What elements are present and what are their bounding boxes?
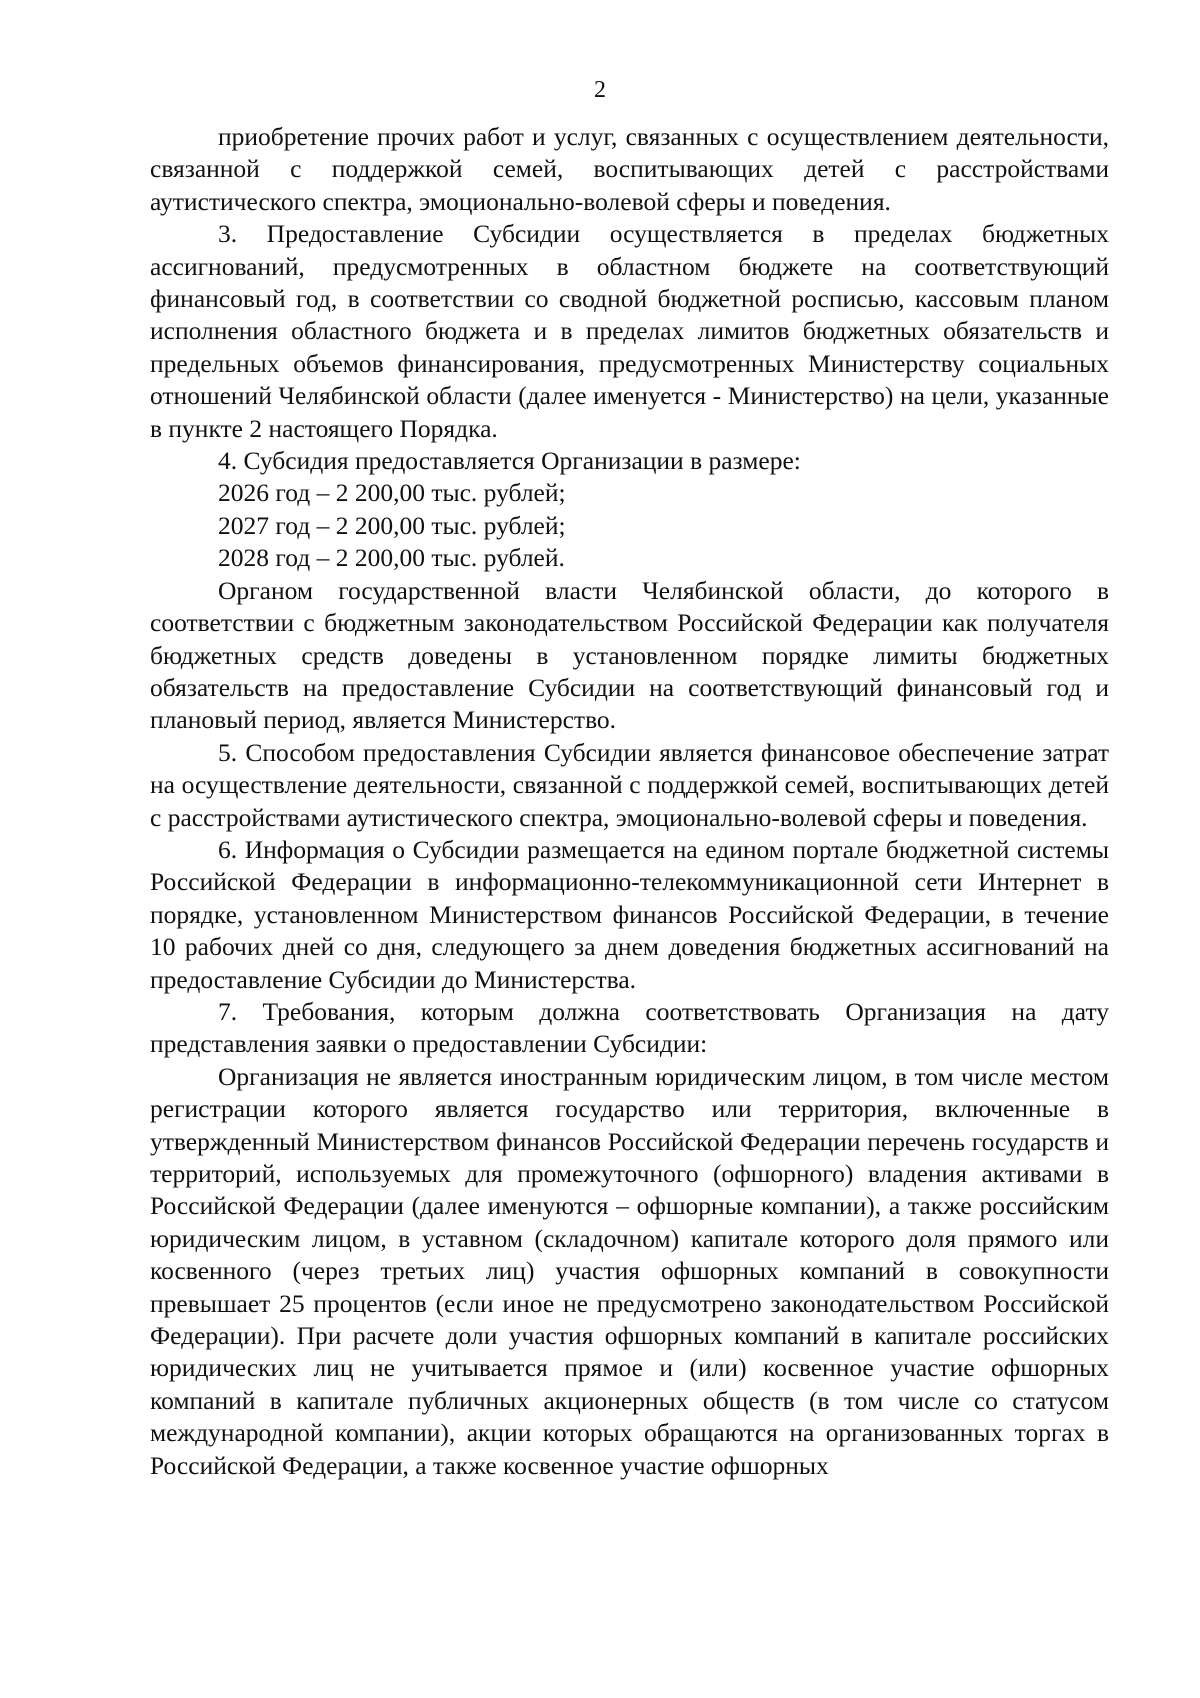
document-body <box>150 121 1109 1482</box>
page-number: 2 <box>594 77 606 103</box>
subsidy-amount-2026: 2026 год – 2 200,00 тыс. рублей; <box>218 478 566 508</box>
paragraph-clause-4: 4. Субсидия предоставляется Организации в размере: <box>218 446 801 476</box>
paragraph-authority: Органом государственной власти Челябинской области, до которого в соответствии с бюджетным законодательством Российской Федерации как получателя бюджетных средств доведены в установленном порядке лимиты бюджетных обязательств на предоставление Субсидии на соответствующий финансовый год и плановый период, является Министерство. <box>150 575 1109 735</box>
paragraph-clause-3: 3. Предоставление Субсидии осуществляется в пределах бюджетных ассигнований, предусмотренных в областном бюджете на соответствующий финансовый год, в соответствии со сводной бюджетной росписью, кассовым планом исполнения областного бюджета и в пределах лимитов бюджетных обязательств и предельных объемов финансирования, предусмотренных Министерству социальных отношений Челябинской области (далее именуется - Министерство) на цели, указанные в пункте 2 настоящего Порядка. <box>150 219 1109 443</box>
subsidy-amount-2028: 2028 год – 2 200,00 тыс. рублей. <box>218 543 565 573</box>
paragraph-offshore-requirement: Организация не является иностранным юридическим лицом, в том числе местом регистрации которого является государство или территория, включенные в утвержденный Министерством финансов Российской Федерации перечень государств и территорий, используемых для промежуточного (офшорного) владения активами в Российской Федерации (далее именуются – офшорные компании), а также российским юридическим лицом, в уставном (складочном) капитале которого доля прямого или косвенного (через третьих лиц) участия офшорных компаний в совокупности превышает 25 процентов (если иное не предусмотрено законодательством Российской Федерации). При расчете доли участия офшорных компаний в капитале российских юридических лиц не учитывается прямое и (или) косвенное участие офшорных компаний в капитале публичных акционерных обществ (в том числе со статусом международной компании), акции которых обращаются на организованных торгах в Российской Федерации, а также косвенное участие офшорных <box>150 1061 1109 1480</box>
paragraph-clause-6: 6. Информация о Субсидии размещается на едином портале бюджетной системы Российской Федерации в информационно-телекоммуникационной сети Интернет в порядке, установленном Министерством финансов Российской Федерации, в течение 10 рабочих дней со дня, следующего за днем доведения бюджетных ассигнований на предоставление Субсидии до Министерства. <box>150 834 1109 994</box>
paragraph-clause-7: 7. Требования, которым должна соответствовать Организация на дату представления заявки о предоставлении Субсидии: <box>150 996 1109 1059</box>
paragraph-clause-5: 5. Способом предоставления Субсидии является финансовое обеспечение затрат на осуществление деятельности, связанной с поддержкой семей, воспитывающих детей с расстройствами аутистического спектра, эмоционально-волевой сферы и поведения. <box>150 737 1109 832</box>
subsidy-amount-2027: 2027 год – 2 200,00 тыс. рублей; <box>218 510 566 540</box>
paragraph-continuation: приобретение прочих работ и услуг, связанных с осуществлением деятельности, связанной с поддержкой семей, воспитывающих детей с расстройствами аутистического спектра, эмоционально-волевой сферы и поведения. <box>150 122 1109 216</box>
